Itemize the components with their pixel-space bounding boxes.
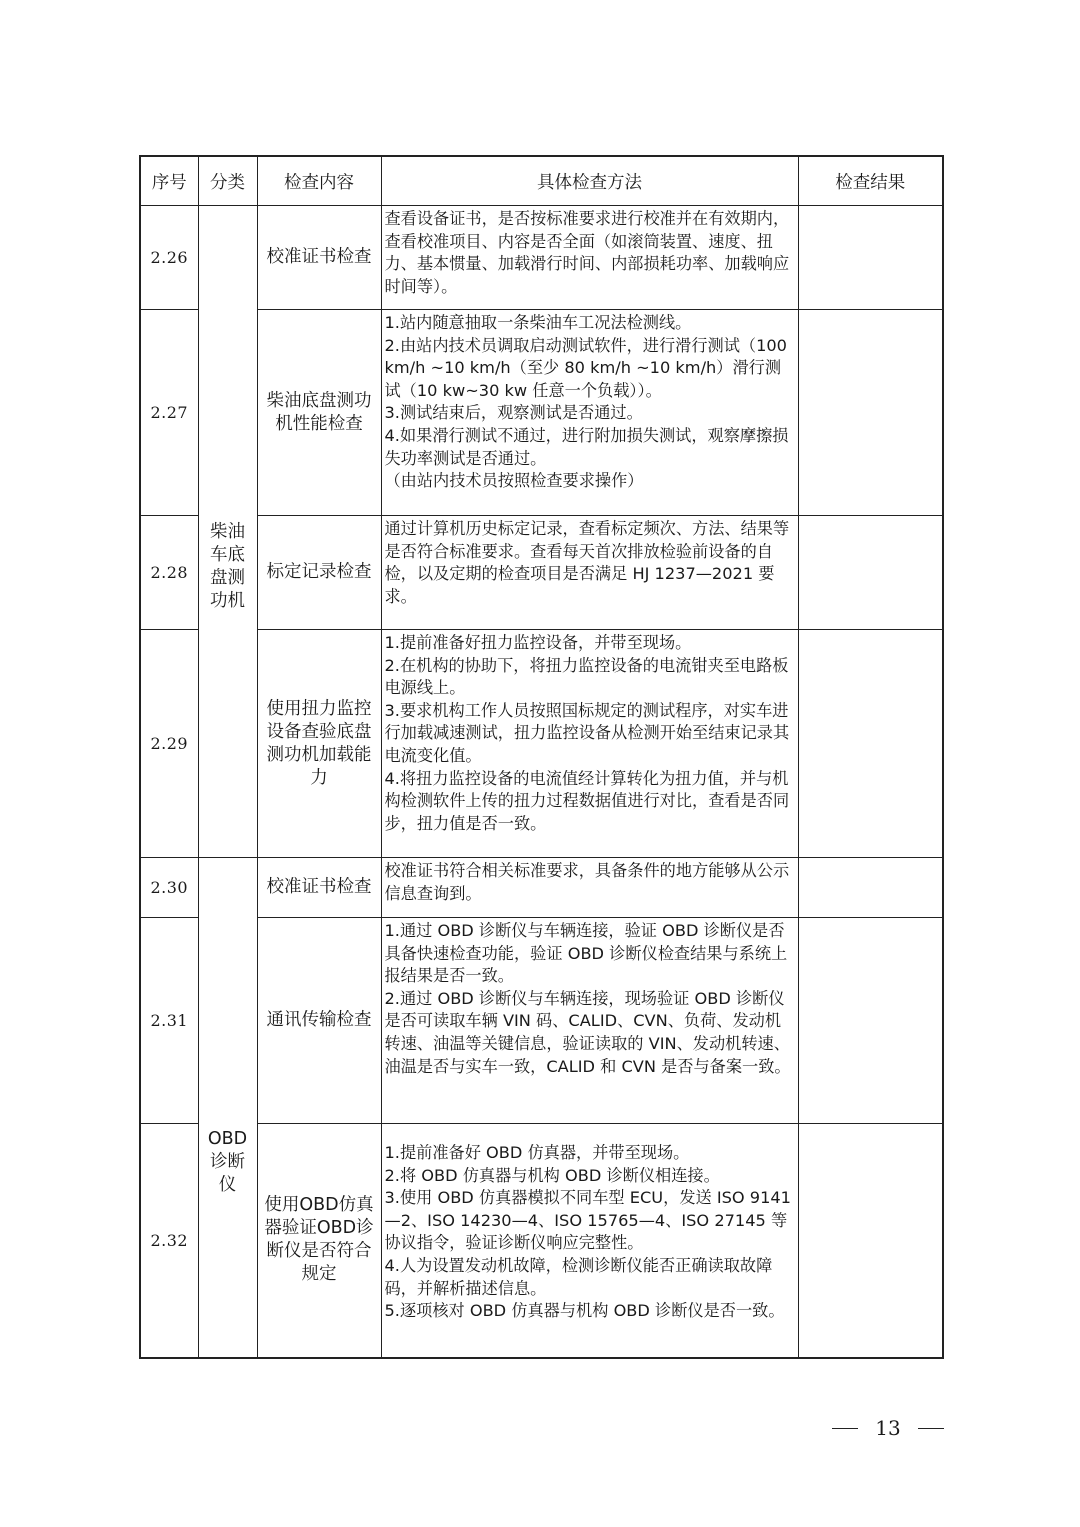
method-line: 3.使用 OBD 仿真器模拟不同车型 ECU，发送 ISO 9141—2、ISO 14230—4、ISO 15765—4、ISO 27145 等协议指令，验证诊断仪响应完整性。 (384, 1188, 791, 1253)
method-line: 通过计算机历史标定记录，查看标定频次、方法、结果等是否符合标准要求。查看每天首次排放检验前设备的自检，以及定期的检查项目是否满足 HJ 1237—2021 要求。 (384, 519, 790, 606)
check-method (381, 858, 798, 918)
row-number: 2.30 (140, 858, 198, 918)
check-content: 通讯传输检查 (257, 918, 381, 1124)
check-result (798, 1124, 943, 1358)
method-line: 查看设备证书，是否按标准要求进行校准并在有效期内，查看校准项目、内容是否全面（如滚筒装置、速度、扭力、基本惯量、加载滑行时间、内部损耗功率、加载响应时间等）。 (384, 209, 790, 296)
header-method: 具体检查方法 (381, 156, 798, 206)
check-content: 校准证书检查 (257, 206, 381, 310)
check-method (381, 516, 798, 630)
method-line: 1.提前准备好 OBD 仿真器，并带至现场。 (384, 1143, 690, 1162)
method-line: 2.在机构的协助下，将扭力监控设备的电流钳夹至电路板电源线上。 (384, 655, 789, 698)
row-number: 2.28 (140, 516, 198, 630)
header-category: 分类 (198, 156, 257, 206)
row-number: 2.32 (140, 1124, 198, 1358)
page-number-footer (832, 1411, 944, 1445)
check-method (381, 1124, 798, 1358)
table-row (140, 630, 943, 858)
method-line: 1.通过 OBD 诊断仪与车辆连接，验证 OBD 诊断仪是否具备快速检查功能，验证 OBD 诊断仪检查结果与系统上报结果是否一致。 (384, 921, 788, 986)
page-dash-left (832, 1428, 858, 1429)
table-row (140, 310, 943, 516)
check-method (381, 918, 798, 1124)
check-content: 校准证书检查 (257, 858, 381, 918)
method-line: （由站内技术员按照检查要求操作） (384, 471, 644, 491)
inspection-table (139, 155, 944, 1359)
table-header-row (140, 156, 943, 206)
method-line: 2.通过 OBD 诊断仪与车辆连接，现场验证 OBD 诊断仪是否可读取车辆 VIN 码、CALID、CVN、负荷、发动机转速、油温等关键信息，验证读取的 VIN、发动机转速、油温是否与实车一致，CALID 和 CVN 是否与备案一致。 (384, 988, 791, 1076)
check-method (381, 206, 798, 310)
row-number: 2.31 (140, 918, 198, 1124)
table-row (140, 918, 943, 1124)
check-result (798, 918, 943, 1124)
method-line: 校准证书符合相关标准要求，具备条件的地方能够从公示信息查询到。 (384, 861, 790, 903)
check-content: 使用OBD仿真器验证OBD诊断仪是否符合规定 (257, 1124, 381, 1358)
check-content: 标定记录检查 (257, 516, 381, 630)
check-content: 使用扭力监控设备查验底盘测功机加载能力 (257, 630, 381, 858)
table-row (140, 858, 943, 918)
header-result: 检查结果 (798, 156, 943, 206)
method-line: 4.如果滑行测试不通过，进行附加损失测试，观察摩擦损失功率测试是否通过。 (384, 425, 789, 468)
table-row (140, 516, 943, 630)
check-result (798, 310, 943, 516)
category-label: OBD诊断仪 (207, 1128, 248, 1195)
row-number: 2.27 (140, 310, 198, 516)
row-number: 2.26 (140, 206, 198, 310)
method-line: 5.逐项核对 OBD 仿真器与机构 OBD 诊断仪是否一致。 (384, 1301, 785, 1321)
method-line: 3.测试结束后，观察测试是否通过。 (384, 403, 643, 423)
table-row (140, 1124, 943, 1358)
method-line: 2.将 OBD 仿真器与机构 OBD 诊断仪相连接。 (384, 1165, 720, 1185)
check-result (798, 206, 943, 310)
method-line: 3.要求机构工作人员按照国标规定的测试程序，对实车进行加载减速测试，扭力监控设备从检测开始至结束记录其电流变化值。 (384, 700, 790, 765)
page-number: 13 (875, 1416, 901, 1440)
row-number: 2.29 (140, 630, 198, 858)
page-dash-right (918, 1428, 944, 1429)
check-content: 柴油底盘测功机性能检查 (257, 310, 381, 516)
method-line: 4.将扭力监控设备的电流值经计算转化为扭力值，并与机构检测软件上传的扭力过程数据值进行对比，查看是否同步，扭力值是否一致。 (384, 768, 790, 833)
category-cell (198, 206, 257, 858)
table-row (140, 206, 943, 310)
check-result (798, 858, 943, 918)
category-label: 柴油车底盘测功机 (210, 521, 245, 611)
header-content: 检查内容 (257, 156, 381, 206)
check-result (798, 516, 943, 630)
method-line: 1.站内随意抽取一条柴油车工况法检测线。 (384, 313, 692, 332)
method-line: 2.由站内技术员调取启动测试软件，进行滑行测试（100 km/h ~10 km/h（至少 80 km/h ~10 km/h）滑行测试（10 kw~30 kw 任意一个负载））。 (384, 335, 787, 400)
category-cell (198, 858, 257, 1358)
check-method (381, 630, 798, 858)
check-method (381, 310, 798, 516)
method-line: 1.提前准备好扭力监控设备，并带至现场。 (384, 633, 692, 652)
header-no: 序号 (140, 156, 198, 206)
method-line: 4.人为设置发动机故障，检测诊断仪能否正确读取故障码，并解析描述信息。 (384, 1255, 773, 1298)
check-result (798, 630, 943, 858)
